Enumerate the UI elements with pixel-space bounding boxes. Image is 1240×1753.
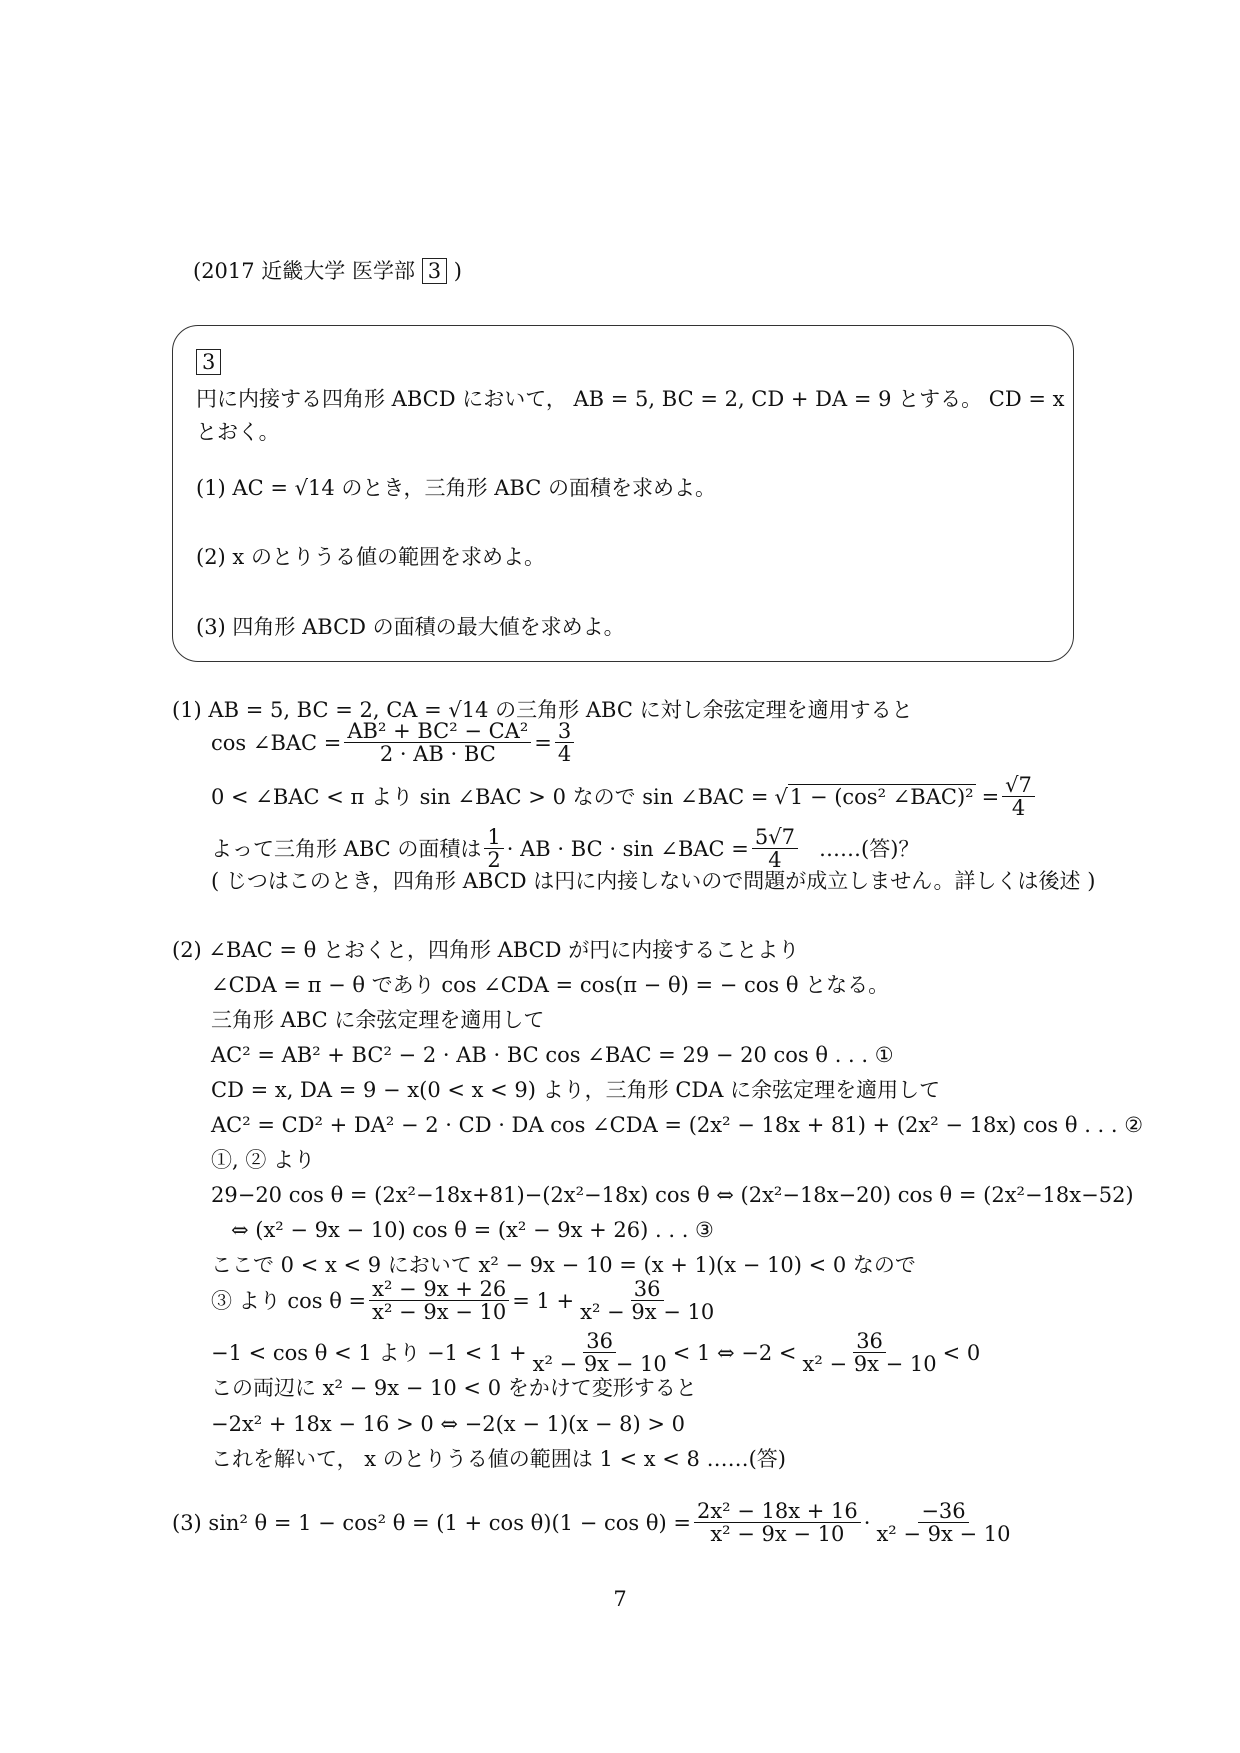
fraction-denominator: 4: [557, 742, 572, 766]
fraction-numerator: x² − 9x + 26: [369, 1278, 509, 1301]
sol2-cos-fraction-2: [577, 1278, 717, 1323]
question-1: (1) AC = √14 のとき，三角形 ABC の面積を求めよ。: [196, 476, 716, 500]
fraction-numerator: −36: [918, 1500, 968, 1523]
sol3-lhs: (3) sin² θ = 1 − cos² θ = (1 + cos θ)(1 − cos θ) =: [172, 1510, 691, 1535]
problem-number-badge: 3: [196, 349, 221, 375]
problem-line-1: 円に内接する四角形 ABCD において， AB = 5, BC = 2, CD + DA = 9 とする。 CD = x: [196, 387, 1065, 411]
multiply-dot: ·: [863, 1510, 871, 1535]
sol1-cos-bac: [211, 720, 577, 765]
fraction-numerator: 3: [555, 720, 574, 743]
sol2-ineq-fraction: [530, 1330, 670, 1375]
fraction-denominator: x² − 9x − 10: [710, 1522, 845, 1546]
sol2-line-7: ①, ② より: [211, 1148, 316, 1172]
sol2-cos-mid: = 1 +: [512, 1288, 575, 1313]
sol1-area-expression: · AB · BC · sin ∠BAC =: [506, 836, 749, 861]
sol2-line-1: (2) ∠BAC = θ とおくと，四角形 ABCD が円に内接することより: [172, 938, 800, 962]
fraction-denominator: x² − 9x − 10: [532, 1352, 667, 1376]
sol1-line-1: (1) AB = 5, BC = 2, CA = √14 の三角形 ABC に対し余弦定理を適用すると: [172, 698, 913, 722]
fraction-numerator: AB² + BC² − CA²: [344, 720, 531, 743]
sol2-ineq-mid: < 1 ⇔ −2 <: [672, 1340, 797, 1365]
page-number: 7: [613, 1587, 627, 1611]
sol2-ineq-end: < 0: [942, 1340, 981, 1365]
sol2-line-9: ⇔ (x² − 9x − 10) cos θ = (x² − 9x + 26) . . . ③: [231, 1218, 714, 1242]
question-2: (2) x のとりうる値の範囲を求めよ。: [196, 545, 545, 569]
sol1-sin-result: [1002, 774, 1035, 819]
source-close: ): [453, 259, 462, 283]
sol2-answer: これを解いて， x のとりうる値の範囲は 1 < x < 8 ……(答): [211, 1447, 786, 1471]
sol2-cos-fraction: [369, 1278, 509, 1323]
sol2-line-5: CD = x, DA = 9 − x(0 < x < 9) より，三角形 CDA に余弦定理を適用して: [211, 1078, 941, 1102]
sol3-line-1: [172, 1500, 1017, 1545]
problem-number-badge: 3: [422, 258, 447, 284]
fraction-denominator: x² − 9x − 10: [372, 1300, 507, 1324]
sol2-line-4: AC² = AB² + BC² − 2 · AB · BC cos ∠BAC = 29 − 20 cos θ . . . ①: [211, 1043, 894, 1067]
sol1-note: ( じつはこのとき，四角形 ABCD は円に内接しないので問題が成立しません。詳しくは後述 ): [211, 869, 1096, 893]
sol2-ineq-fraction-2: [800, 1330, 940, 1375]
fraction-numerator: 1: [484, 826, 503, 849]
fraction-numerator: 36: [583, 1330, 616, 1353]
fraction-denominator: 4: [1011, 796, 1026, 820]
sol2-line-13: この両辺に x² − 9x − 10 < 0 をかけて変形すると: [211, 1376, 697, 1400]
fraction-numerator: 5√7: [752, 826, 798, 849]
fraction-numerator: 36: [853, 1330, 886, 1353]
sol1-sin-bac: [211, 774, 1038, 819]
sol1-cos-fraction: [344, 720, 531, 765]
equals-sign: =: [534, 730, 552, 755]
fraction-numerator: √7: [1002, 774, 1035, 797]
fraction-denominator: x² − 9x − 10: [802, 1352, 937, 1376]
sol1-area-result: [752, 826, 798, 871]
fraction-denominator: 4: [768, 848, 782, 872]
source-text: (2017 近畿大学 医学部: [193, 259, 415, 283]
sol1-area-text: よって三角形 ABC の面積は: [211, 836, 482, 861]
fraction-denominator: 2 · AB · BC: [379, 742, 496, 766]
question-3: (3) 四角形 ABCD の面積の最大値を求めよ。: [196, 615, 625, 639]
sol2-ineq-lhs: −1 < cos θ < 1 より −1 < 1 +: [211, 1340, 527, 1365]
sol2-line-14: −2x² + 18x − 16 > 0 ⇔ −2(x − 1)(x − 8) > 0: [211, 1412, 685, 1436]
answer-mark: ……(答)？: [819, 836, 920, 861]
sol2-inequality: [211, 1330, 980, 1375]
fraction-numerator: 36: [631, 1278, 664, 1301]
fraction-denominator: x² − 9x − 10: [876, 1522, 1011, 1546]
sol2-line-2: ∠CDA = π − θ であり cos ∠CDA = cos(π − θ) = − cos θ となる。: [211, 973, 890, 997]
problem-number: [196, 349, 221, 375]
sol1-cos-result: [555, 720, 574, 765]
sol3-fraction-1: [694, 1500, 861, 1545]
sol3-fraction-2: [873, 1500, 1013, 1545]
fraction-denominator: x² − 9x − 10: [580, 1300, 715, 1324]
sol2-line-3: 三角形 ABC に余弦定理を適用して: [211, 1008, 545, 1032]
sol2-line-10: ここで 0 < x < 9 において x² − 9x − 10 = (x + 1)(x − 10) < 0 なので: [211, 1253, 916, 1277]
sol2-line-6: AC² = CD² + DA² − 2 · CD · DA cos ∠CDA = (2x² − 18x + 81) + (2x² − 18x) cos θ . . . ②: [211, 1113, 1144, 1137]
equals-sign: =: [981, 784, 1000, 809]
source-header: [193, 258, 462, 284]
sol1-sin-text: 0 < ∠BAC < π より sin ∠BAC > 0 なので sin ∠BAC =: [211, 784, 769, 809]
problem-line-2: とおく。: [196, 420, 280, 444]
fraction-numerator: 2x² − 18x + 16: [694, 1500, 861, 1523]
sol1-cos-lhs: cos ∠BAC =: [211, 730, 342, 755]
sol2-line-8: 29−20 cos θ = (2x²−18x+81)−(2x²−18x) cos θ ⇔ (2x²−18x−20) cos θ = (2x²−18x−52): [211, 1183, 1134, 1207]
sqrt-radicand: 1 − (cos² ∠BAC)²: [789, 785, 974, 809]
sol1-area: [211, 826, 919, 871]
half-fraction: [484, 826, 503, 871]
sol2-cos-theta: [211, 1278, 720, 1323]
fraction-denominator: 2: [487, 848, 501, 872]
sol2-cos-lhs: ③ より cos θ =: [211, 1288, 367, 1313]
sqrt-symbol: √: [774, 784, 788, 809]
